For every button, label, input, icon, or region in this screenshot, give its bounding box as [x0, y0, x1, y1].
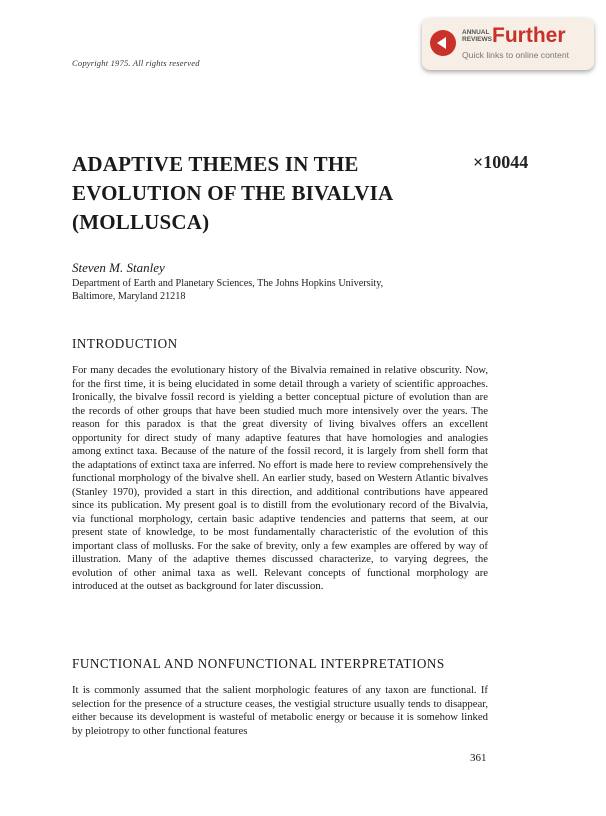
introduction-heading: INTRODUCTION: [72, 336, 178, 351]
annual-reviews-further-badge[interactable]: [422, 18, 594, 70]
further-label: Further: [492, 24, 566, 47]
affiliation-line-1: Department of Earth and Planetary Sciences, The Johns Hopkins University,: [72, 278, 384, 289]
quick-links-tagline: Quick links to online content: [462, 50, 570, 60]
functional-paragraph: It is commonly assumed that the salient morphologic features of any taxon are functional. If selection for the presence of a structure ceases, the vestigial structure usually tends to disappear, either because its development is wasteful of metabolic energy or because it is somehow linked by pleiotropy to other functional features: [72, 684, 488, 737]
back-arrow-icon: [430, 30, 456, 56]
page-number: 361: [470, 752, 487, 764]
functional-heading: FUNCTIONAL AND NONFUNCTIONAL INTERPRETATIONS: [72, 656, 445, 671]
annual-reviews-label: ANNUAL REVIEWS: [462, 29, 492, 43]
author-name: Steven M. Stanley: [72, 260, 165, 275]
copyright-notice: Copyright 1975. All rights reserved: [72, 58, 200, 68]
article-title: ADAPTIVE THEMES IN THE EVOLUTION OF THE BIVALVIA (MOLLUSCA): [72, 152, 393, 234]
affiliation-line-2: Baltimore, Maryland 21218: [72, 291, 186, 302]
introduction-paragraph: For many decades the evolutionary history of the Bivalvia remained in relative obscurity. Now, for the first time, it is being elucidated in some detail through a variety of scientific approaches. Ironically, the bivalve fossil record is yielding a better conceptual picture of evolution than are the records of other groups that have been studied much more intensively over the years. The reason for this paradox is that the great diversity of living bivalves offers an excellent opportunity for direct study of many adaptive features that have homologies and analogies among extinct taxa. Because of the nature of the fossil record, it is largely from shell form that the adaptations of extinct taxa are inferred. No effort is made here to review comprehensively the functional morphology of the bivalve shell. An earlier study, based on Western Atlantic bivalves (Stanley 1970), provided a start in this direction, and additional contributions have appeared since its publication. My present goal is to distill from the evolutionary record of the Bivalvia, via functional morphology, certain basic adaptive tendencies and patterns that seem, at our present state of knowledge, to be most fundamentally characteristic of the evolution of this important class of mollusks. For the sake of brevity, only a few examples are offered by way of illustration. Many of the adaptive themes discussed characterize, to varying degrees, the evolution of other animal taxa as well. Relevant concepts of functional morphology are introduced at the outset as background for later discussion.: [72, 364, 488, 592]
author-affiliation: [72, 277, 383, 303]
article-code: ×10044: [473, 152, 529, 172]
